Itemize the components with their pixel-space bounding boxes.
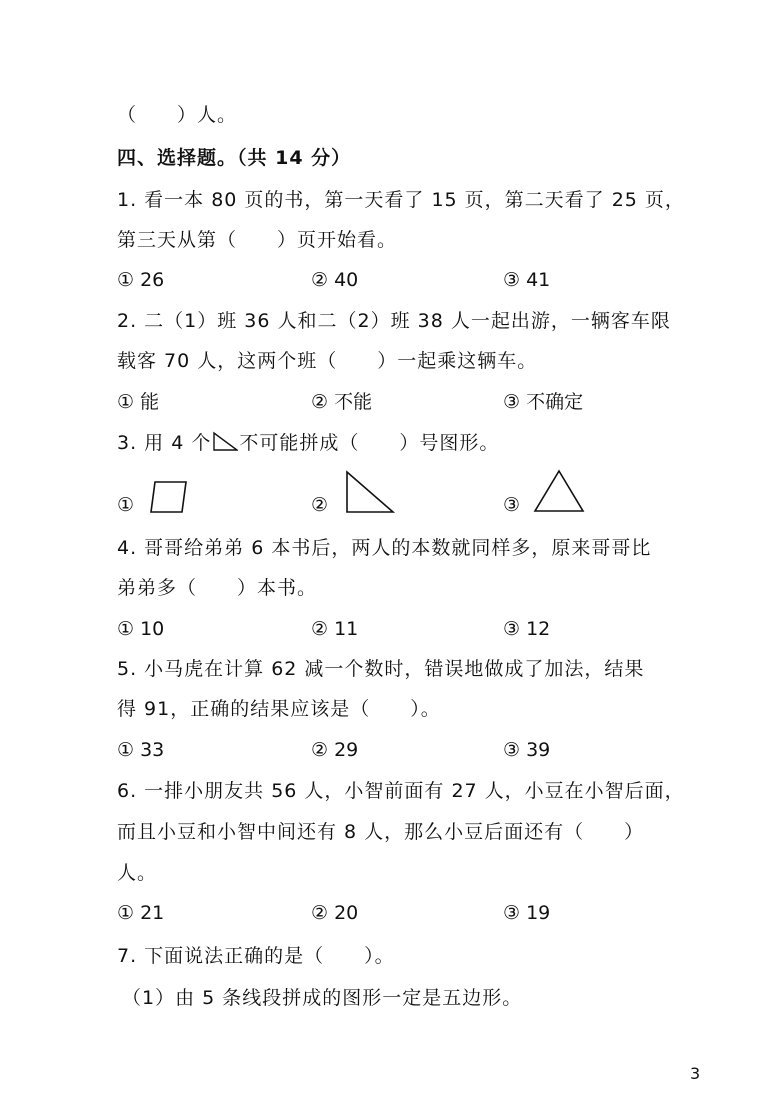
page-number: 3 [690,1064,701,1083]
question-4-option-2[interactable]: ② 11 [311,618,359,640]
previous-question-tail: （ ）人。 [117,104,238,126]
question-7-line-1: 7. 下面说法正确的是（ ）。 [117,945,395,967]
question-7-statement-1: （1）由 5 条线段拼成的图形一定是五边形。 [122,987,523,1009]
question-6-option-2[interactable]: ② 20 [311,902,359,924]
question-5-option-1[interactable]: ① 33 [117,739,165,761]
right-triangle-icon [212,431,238,451]
question-1-option-1[interactable]: ① 26 [117,269,165,291]
question-5-line-2: 得 91，正确的结果应该是（ ）。 [117,698,441,720]
question-3-prefix: 3. 用 4 个 [117,432,212,454]
section-title: 四、选择题。（共 14 分） [117,147,352,169]
question-2-option-1[interactable]: ① 能 [117,391,160,413]
question-6-option-3[interactable]: ③ 19 [503,902,551,924]
question-2-option-3[interactable]: ③ 不确定 [503,391,584,413]
question-2-option-2[interactable]: ② 不能 [311,391,373,413]
question-4-option-1[interactable]: ① 10 [117,618,165,640]
parallelogram-icon[interactable] [150,481,188,513]
question-1-line-1: 1. 看一本 80 页的书，第一天看了 15 页，第二天看了 25 页， [117,189,685,211]
question-6-option-1[interactable]: ① 21 [117,902,165,924]
question-4-line-2: 弟弟多（ ）本书。 [117,577,318,599]
right-triangle-icon[interactable] [345,470,395,514]
question-3-option-1-label[interactable]: ① [117,494,135,516]
question-6-line-2: 而且小豆和小智中间还有 8 人，那么小豆后面还有（ ） [117,821,645,843]
question-1-option-3[interactable]: ③ 41 [503,269,551,291]
question-6-line-3: 人。 [117,862,158,884]
question-5-option-3[interactable]: ③ 39 [503,739,551,761]
question-4-option-3[interactable]: ③ 12 [503,618,551,640]
question-5-option-2[interactable]: ② 29 [311,739,359,761]
question-3-option-3-label[interactable]: ③ [503,494,521,516]
question-4-line-1: 4. 哥哥给弟弟 6 本书后，两人的本数就同样多，原来哥哥比 [117,537,652,559]
question-1-option-2[interactable]: ② 40 [311,269,359,291]
question-6-line-1: 6. 一排小朋友共 56 人，小智前面有 27 人，小豆在小智后面， [117,780,685,802]
question-1-line-2: 第三天从第（ ）页开始看。 [117,229,398,251]
isosceles-triangle-icon[interactable] [533,469,585,513]
question-2-line-1: 2. 二（1）班 36 人和二（2）班 38 人一起出游，一辆客车限 [117,310,671,332]
question-2-line-2: 载客 70 人，这两个班（ ）一起乘这辆车。 [117,350,538,372]
question-5-line-1: 5. 小马虎在计算 62 减一个数时，错误地做成了加法，结果 [117,658,645,680]
question-3-line [117,431,499,455]
question-3-suffix: 不可能拼成（ ）号图形。 [239,432,500,454]
question-3-option-2-label[interactable]: ② [311,494,329,516]
